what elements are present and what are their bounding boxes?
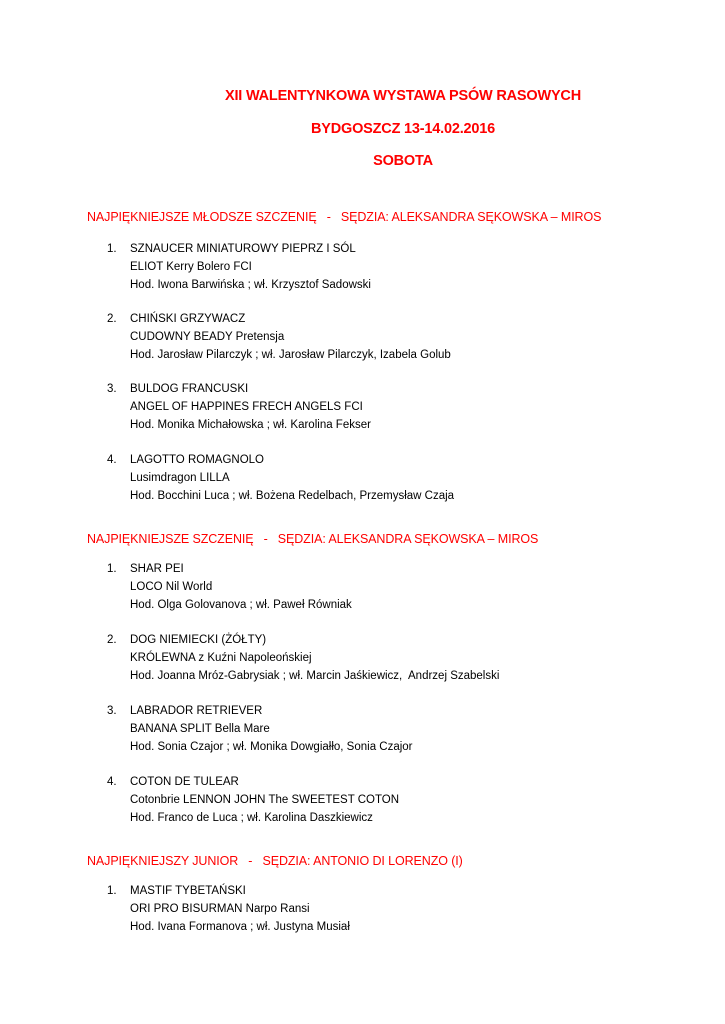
entry-dog-name: Lusimdragon LILLA [130,472,230,484]
entry-number: 3. [107,705,117,717]
entry-owners: Hod. Iwona Barwińska ; wł. Krzysztof Sadowski [130,279,371,291]
entry-breed: CHIŃSKI GRZYWACZ [130,313,246,325]
entry-dog-name: Cotonbrie LENNON JOHN The SWEETEST COTON [130,794,400,806]
entry-owners: Hod. Joanna Mróz-Gabrysiak ; wł. Marcin Jaśkiewicz, Andrzej Szabelski [130,670,500,682]
entry-breed: MASTIF TYBETAŃSKI [130,885,246,897]
entry-dog-name: ORI PRO BISURMAN Narpo Ransi [130,903,310,915]
entry-breed: SHAR PEI [130,563,184,575]
entry-number: 1. [107,885,117,897]
document-subtitle-location-date: BYDGOSZCZ 13-14.02.2016 [311,121,495,137]
entry-owners: Hod. Monika Michałowska ; wł. Karolina Fekser [130,419,371,431]
entry-number: 2. [107,313,117,325]
entry-dog-name: LOCO Nil World [130,581,213,593]
entry-owners: Hod. Sonia Czajor ; wł. Monika Dowgiałło, Sonia Czajor [130,741,413,753]
section-heading-puppy: NAJPIĘKNIEJSZE SZCZENIĘ - SĘDZIA: ALEKSANDRA SĘKOWSKA – MIROS [87,532,539,546]
entry-breed: LAGOTTO ROMAGNOLO [130,454,264,466]
entry-dog-name: BANANA SPLIT Bella Mare [130,723,270,735]
section-heading-younger-puppy: NAJPIĘKNIEJSZE MŁODSZE SZCZENIĘ - SĘDZIA: ALEKSANDRA SĘKOWSKA – MIROS [87,210,602,224]
section-heading-junior: NAJPIĘKNIEJSZY JUNIOR - SĘDZIA: ANTONIO DI LORENZO (I) [87,854,463,868]
entry-breed: LABRADOR RETRIEVER [130,705,263,717]
entry-number: 4. [107,454,117,466]
entry-owners: Hod. Bocchini Luca ; wł. Bożena Redelbach, Przemysław Czaja [130,490,455,502]
entry-owners: Hod. Jarosław Pilarczyk ; wł. Jarosław Pilarczyk, Izabela Golub [130,349,451,361]
entry-number: 1. [107,243,117,255]
entry-owners: Hod. Olga Golovanova ; wł. Paweł Równiak [130,599,352,611]
entry-number: 4. [107,776,117,788]
entry-dog-name: KRÓLEWNA z Kuźni Napoleońskiej [130,652,312,664]
entry-number: 1. [107,563,117,575]
document-subtitle-day: SOBOTA [373,153,433,169]
entry-owners: Hod. Franco de Luca ; wł. Karolina Daszkiewicz [130,812,373,824]
entry-breed: BULDOG FRANCUSKI [130,383,249,395]
entry-number: 2. [107,634,117,646]
document-title: XII WALENTYNKOWA WYSTAWA PSÓW RASOWYCH [225,88,581,104]
entry-owners: Hod. Ivana Formanova ; wł. Justyna Musiał [130,921,350,933]
entry-dog-name: CUDOWNY BEADY Pretensja [130,331,285,343]
entry-number: 3. [107,383,117,395]
entry-breed: SZNAUCER MINIATUROWY PIEPRZ I SÓL [130,243,356,255]
entry-breed: COTON DE TULEAR [130,776,239,788]
entry-dog-name: ANGEL OF HAPPINES FRECH ANGELS FCI [130,401,363,413]
entry-breed: DOG NIEMIECKI (ŻÓŁTY) [130,634,267,646]
entry-dog-name: ELIOT Kerry Bolero FCI [130,261,252,273]
